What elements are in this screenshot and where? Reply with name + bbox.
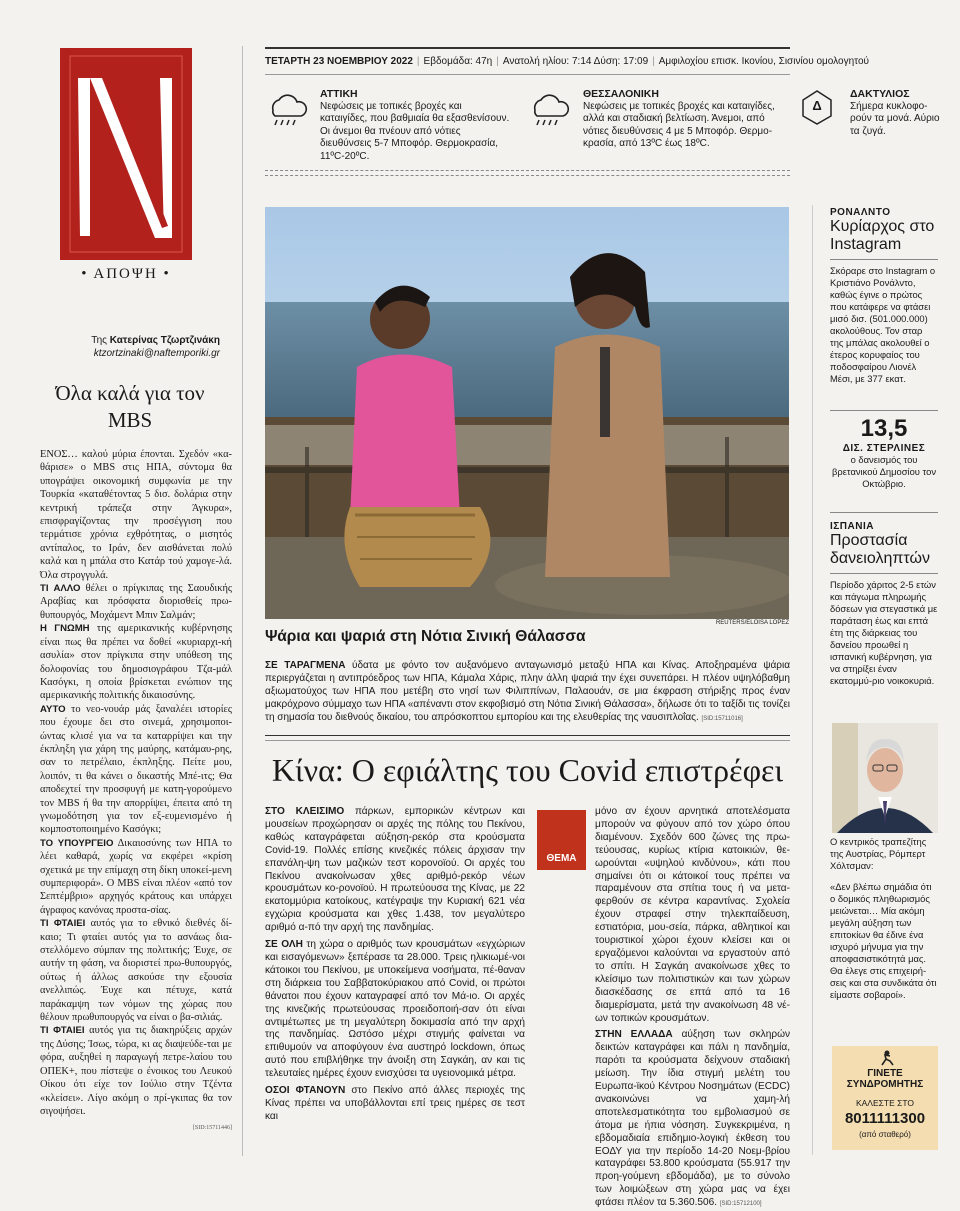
weather-text: Νεφώσεις με τοπικές βροχές και καταιγίδες, αλλά και σταδιακή βελτίωση. Άνεμοι, από νότιες διευθύνσεις 4 με 5 Μποφόρ. Θερμο-κρασία, από 13ºC έως 18ºC. xyxy=(583,100,775,149)
lead-in: ΣΕ ΤΑΡΑΓΜΕΝΑ xyxy=(265,660,346,671)
weather-daktylios xyxy=(850,88,940,138)
sidebar-text: Περίοδο χάριτος 2-5 ετών και πάγωμα πληρωμής δόσεων για στεγαστικά με παράταση έως και επτά έτη της διάρκειας του δανείου προωθεί η ισπανική κυβέρνηση, για να στηρίξει έναν εκατομμύ-ριο νοικοκυριά. xyxy=(830,579,938,686)
lead-in: ΣΤΟ ΚΛΕΙΣΙΜΟ xyxy=(265,806,345,817)
header-rule xyxy=(265,74,790,75)
sidebar-divider xyxy=(812,205,813,1155)
portrait-illustration xyxy=(832,723,938,833)
sidebar-title: Κυρίαρχος στο Instagram xyxy=(830,218,935,253)
thema-badge xyxy=(537,810,586,870)
sid-tag: [SID:15711446] xyxy=(192,1125,232,1132)
lead-in: Η ΓΝΩΜΗ xyxy=(40,623,90,635)
sidebar-rule xyxy=(830,573,938,574)
running-figure-icon xyxy=(876,1050,896,1066)
opinion-p6: αυτός για το εθνικό διεθνές δί-καιο; Τι φταίει αυτός για το ασνάως δια-στελλόμενο σύμπαν της πολιτικής; Έυχε, σε αυτήν τη φάση, να διοριστεί πρω-θυπουργός, ούτως ή άλλως ασκούσε την εξουσία ανελλιπώς. Έυχε και πέτυχε, κατά παράκαμψη των νόμων της χώρας που θέλουν πρωθυπουργός να είναι ο βα-σιλιάς. xyxy=(40,918,232,1024)
sidebar-title: Προστασία δανειοληπτών xyxy=(830,532,930,567)
date: ΤΕΤΑΡΤΗ 23 ΝΟΕΜΒΡΙΟΥ 2022 xyxy=(265,56,413,67)
austria-quote: «Δεν βλέπω σημάδια ότι ο δομικός πληθωρισμός μειώνεται… Μία ακόμη μεγάλη αύξηση των επιτοκίων θα έδινε ένα ισχυρό μήνυμα για την αποφασιστικότητά μας. Θα έλεγε στις επιχειρή-σεις και στα συνδικάτα ότι είμαστε σοβαροί». xyxy=(830,881,937,1000)
lead-in: ΤΙ ΦΤΑΙΕΙ xyxy=(40,918,86,930)
weather-text: Νεφώσεις με τοπικές βροχές και καταιγίδες, που βαθμιαία θα εξασθενίσουν. Οι άνεμοι θα πνέουν από νότιες διευθύνσεις 5-7 Μποφόρ. Θερμοκρασία, 11ºC-20ºC. xyxy=(320,100,510,162)
lead-in: ΣΤΗΝ ΕΛΛΑΔΑ xyxy=(595,1029,673,1041)
thema-label: ΘΕΜΑ xyxy=(546,853,577,864)
opinion-paragraph xyxy=(40,703,232,837)
paragraph-text: πάρκων, εμπορικών κέντρων και μουσείων προχώρησαν οι αρχές της πόλης του Πεκίνου, καθώς καταγράφεται αύξηση-ρεκόρ στα κρούσματα Covid-19. Πολλές επίσης κινεζικές πόλεις άρχισαν την επανάλη-ψη των μαζικών τεστ κορονοϊού. Οι αρχές του Πεκίνου ανακοίνωσαν χθες αριθμό-ρεκόρ νέων κρουσμάτων κο-ρονοϊού. Η πρωτεύουσα της Κίνας, με 22 εκατομμύρια κατοίκους, κατέγραψε την Κυριακή 621 νέα εγχώρια κρούσματα και χθες 1.438, τον μεγαλύτερο αριθμό α-πό την αρχή της πανδημίας. xyxy=(265,806,525,934)
opinion-p2: θέλει ο πρίγκιπας της Σαουδικής Αραβίας και πρόσφατα διορισθείς πρω-θυπουργός, Μοχάμεντ Μπιν Σαλμάν; xyxy=(40,583,232,621)
opinion-paragraph xyxy=(40,448,232,582)
opinion-p1: ΕΝΟΣ… καλού μύρια έπονται. Σχεδόν «κα-θάρισε» ο MBS στις ΗΠΑ, σύντομα θα υπογράψει οικονομική συμφωνία με την Τουρκία «καταθέτοντας 5 δισ. δολάρια στην κεντρική τράπεζα στην Άγκυρα», επισφραγίζοντας την προσέγγιση που τερμάτισε χρόνια εχθρότητας, ο μισητός αντίπαλος, το Ιράν, δεν αισθάνεται πολύ καλά και η μπάλα στο Κατάρ τού χαμογε-λά. Όλα στρογγυλά. xyxy=(40,449,232,581)
sidebar-ronaldo xyxy=(830,207,938,385)
header-dashed-rule xyxy=(265,170,790,176)
sidebar-kicker: ΙΣΠΑΝΙΑ xyxy=(830,521,874,532)
weather-title: ΘΕΣΣΑΛΟΝΙΚΗ xyxy=(583,88,659,100)
stat-number: 13,5 xyxy=(860,415,908,442)
column-divider xyxy=(242,46,243,1156)
photo-caption xyxy=(265,659,790,726)
sidebar-kicker: ΡΟΝΑΛΝΤΟ xyxy=(830,207,891,218)
section-rule xyxy=(265,735,790,741)
caption-text: ύδατα με φόντο τον αυξανόμενο ανταγωνισμό μεταξύ ΗΠΑ και Κίνας. Αποξηραμένα ψάρια περιεργάζεται η αντιπρόεδρος των ΗΠΑ, Κάμαλα Χάρις, πλην άλλη ψαριά την έχει συνεπάρει. Η πλέον υψηλόβαθμη αξιωματούχος των ΗΠΑ που μετέβη στο νησί των Φιλιππίνων, Παλαουάν, σε μια έκφραση στήριξης προς έναν μακρόχρονο σύμμαχο των ΗΠΑ «απέναντι στον εκφοβισμό στη Νότια Σινική Θάλασσα», δήλωσε ότι το ταξίδι τις τονίζει τη σημασία του διεθνούς δικαίου, του απρόσκοπτου εμπορίου και της ελευθερίας της ναυσιπλοΐας. xyxy=(265,660,791,723)
section-label: • ΑΠΟΨΗ • xyxy=(81,266,171,282)
stat-unit: ΔΙΣ. ΣΤΕΡΛΙΝΕΣ xyxy=(842,443,926,454)
weather-text: Σήμερα κυκλοφο-ρούν τα μονά. Αύριο τα ζυγά. xyxy=(850,100,940,137)
photo-caption-title: Ψάρια και ψαριά στη Νότια Σινική Θάλασσα xyxy=(265,628,586,645)
logo-n-mark xyxy=(60,48,192,260)
opinion-p7: αυτός για τις διακηρύξεις αρχών της Δύσης; Ίσως, τώρα, κι ας διαψεύδε-ται με φόρα, αυξηθεί η παραγωγή πετρε-λαίου του ΟΠΕΚ+, που πίστεψε ο ένοικος του Λευκού Οίκου ότι είχε τον Ιούλιο στην Τζέντα «κλείσει». Λίγο ακόμη ο πρί-γκιπας θα τον σιγοψήσει. xyxy=(40,1025,232,1117)
week: Εβδομάδα: 47η xyxy=(423,56,493,67)
paragraph-text: στο Πεκίνο από άλλες περιοχές της Κίνας πρέπει να υποβάλλονται επί τρεις ημέρες σε τεστ και xyxy=(265,1085,525,1122)
daktylios-letter: Δ xyxy=(812,98,822,113)
paragraph-text: αύξηση των σκληρών δεικτών καταγράφει και πάλι η πανδημία, παρότι τα κρούσματα δείχνουν σταδιακή μείωση. Την ίδια στιγμή μελέτη του Ευρωπα-ϊκού Κέντρου Νοσημάτων (ECDC) ανακοινώνει να χαμη-λή αποτελεσματικότητα του εμβολιασμού σε άτομα με ήπια νόσηση. Συγκεκριμένα, η εβδομαδιαία επιδημιο-λογική έκθεση του ΕΟΔΥ για την περίοδο 14-20 Νοεμ-βρίου καταγράφει 53.800 κρούσματα (55.917 την προη-γούμενη εβδομάδα), με το σύνολο των λοιμώξεων στη χώρα μας να έχει φτάσει πλέον τα 5.360.506. xyxy=(595,1029,791,1209)
weather-thessaloniki xyxy=(583,88,781,151)
lead-in: ΣΕ ΟΛΗ xyxy=(265,939,303,951)
article-column-2a xyxy=(595,806,790,1211)
daktylios-badge xyxy=(798,88,836,126)
article-paragraph xyxy=(595,1029,790,1211)
opinion-paragraph xyxy=(40,622,232,702)
subscribe-phone[interactable]: 8011111300 xyxy=(844,1110,926,1127)
sun-times: Ανατολή ηλίου: 7:14 Δύση: 17:09 xyxy=(502,56,649,67)
name-days: Αμφιλοχίου επισκ. Ικονίου, Σισινίου ομολογητού xyxy=(658,56,869,67)
sidebar-text: Σκόραρε στο Instagram ο Κριστιάνο Ρονάλντο, καθώς έγινε ο πρώτος που κατάφερε να φτάσει μισό δισ. (501.000.000) ακολούθους. Τον σταρ της μπάλας ακολουθεί ο έτερος κορυφαίος του ποδοσφαίρου Λιονέλ Μέσι, με 377 εκατ. xyxy=(830,265,936,384)
logo xyxy=(60,48,192,260)
article-column-1 xyxy=(265,806,525,1124)
lead-in: ΤΙ ΑΛΛΟ xyxy=(40,583,81,595)
article-paragraph xyxy=(595,806,790,1025)
dateline: ΤΕΤΑΡΤΗ 23 ΝΟΕΜΒΡΙΟΥ 2022 | Εβδομάδα: 47η | Ανατολή ηλίου: 7:14 Δύση: 17:09 | Αμφιλοχίου επισκ. Ικονίου, Σισινίου ομολογητού xyxy=(265,56,869,67)
weather-title: ΑΤΤΙΚΗ xyxy=(320,88,358,100)
subscribe-note: (από σταθερό) xyxy=(859,1130,911,1139)
top-rule xyxy=(265,47,790,49)
article-paragraph xyxy=(265,806,525,935)
opinion-title: Όλα καλά για τον MBS xyxy=(55,381,205,432)
sidebar-spain xyxy=(830,512,938,687)
paragraph-text: μόνο αν έχουν αρνητικά αποτελέσματα μπορούν να φύγουν από τον χώρο όπου διαμένουν. Σχεδόν 600 ζώνες της πρω-τεύουσας, κυρίως κτίρια κατοικιών, θε-ωρούνται «υψηλού κινδύνου», κάτι που σημαίνει ότι οι κάτοικοί τους πρέπει να παραμένουν στα σπίτια τους ή να μετα-φερθούν σε κέντρα καραντίνας. Σχολεία έχουν στραφεί στην τηλεκπαίδευση, εστιατόρια, μου-σεία, πάρκα, αθλητικοί και τουριστικοί χώροι έχουν κλείσει και οι εργαζόμενοι καλούνται να εργαστούν από το σπίτι. Η Σαγκάη ανακοίνωσε χθες το κλείσιμο των πολιτιστικών και των χώρων διασκέδασης σε επτά από τα 16 διαμερίσματα, μετά την ανακοίνωση 48 νέ-ων τοπικών κρουσμάτων. xyxy=(595,806,790,1024)
opinion-p3: της αμερικανικής κυβέρνησης είναι πως θα πρέπει να δοθεί «κυριαρχι-κή ασυλία» στον πρίγκιπα στην υπόθεση της δολοφονίας του δημοσιογράφου Τζα-μάλ Κασόγκι, η οποία βρίσκεται ενώπιον της αμερικανικής πολιτικής δικαιοσύνης. xyxy=(40,623,232,702)
article-paragraph xyxy=(265,1085,525,1124)
weather-title: ΔΑΚΤΥΛΙΟΣ xyxy=(850,88,910,100)
article-paragraph xyxy=(265,939,525,1081)
rain-cloud-icon xyxy=(527,90,571,126)
subscribe-call: ΚΑΛΕΣΤΕ ΣΤΟ xyxy=(855,1098,915,1108)
lead-in: ΑΥΤΟ xyxy=(40,703,66,715)
sid-tag: [SID:15712100] xyxy=(719,1201,762,1208)
rain-cloud-icon xyxy=(265,90,309,126)
lead-in: ΟΣΟΙ ΦΤΑΝΟΥΝ xyxy=(265,1085,346,1097)
news-photo xyxy=(265,207,789,619)
opinion-p4: το νεο-νουάρ μάς ξαναλέει ιστορίες που έχουμε δει στο σινεμά, χρησιμοποι-ώντας κλισέ για να τα καταρρίψει και την έκπληξη για χάρη της μαύρης, κατάμαυ-ρης, σαν το πετρέλαιο, έκπληξης. Πείτε μου, λοιπόν, τι θα κάνει ο δικαστής Μπέ-ιτς; Θα αποδεχτεί την προσφυγή με κατη-γορούμενο τον MBS ή θα την απορρίψει, έπειτα από τη γνωμοδότηση για τον εξ-ευμενισμένο ή κομποστοποιημένο Κασόγκι; xyxy=(40,703,232,836)
opinion-body xyxy=(40,448,232,1136)
author-email[interactable]: ktzortzinaki@naftemporiki.gr xyxy=(93,348,220,359)
opinion-p5: Δικαιοσύνης των ΗΠΑ το λέει καθαρά, χωρίς να εκφέρει «κρίση σχετικά με την επίμαχη στη δίκη υποκεί-μενη συμπεριφορά». Ο MBS είναι πλέον «από τον Σεπτέμβριο» αρχηγός κράτους και υπάρχει άγραφος κανόνας προστα-σίας. xyxy=(40,837,232,916)
opinion-paragraph xyxy=(40,582,232,622)
austria-caption: Ο κεντρικός τραπεζίτης της Αυστρίας, Ρόμπερτ Χόλτσμαν: xyxy=(830,836,927,871)
sidebar-rule xyxy=(830,259,938,260)
sidebar-stat xyxy=(830,410,938,490)
subscribe-title: ΓΙΝΕΤΕ ΣΥΝΔΡΟΜΗΤΗΣ xyxy=(846,1068,924,1090)
sidebar-rule xyxy=(830,512,938,513)
weather-attiki xyxy=(320,88,510,163)
sid-tag: [SID:15711016] xyxy=(701,716,743,722)
portrait-photo xyxy=(832,723,938,833)
opinion-paragraph xyxy=(40,1024,232,1118)
byline xyxy=(40,334,220,360)
photo-credit: REUTERS/ELOISA LOPEZ xyxy=(715,620,789,626)
author-prefix: Της xyxy=(91,335,110,346)
opinion-paragraph xyxy=(40,837,232,917)
paragraph-text: τη χώρα ο αριθμός των κρουσμάτων «εγχώριων και εισαγόμενων» ξεπέρασε τα 28.000. Τρεις ηλικιωμέ-νοι κάτοικοι του Πεκίνου, με υποκείμενα νοσήματα, πέ-θαναν στη διάρκεια του Σαββατοκύριακου από Covid, οι πρώτοι θάνατοι που έχουν καταγραφεί από τον Μά-ιο. Οι αρχές της κινεζικής πρωτεύουσας προειδοποιή-σαν ότι είναι αντιμέτωπες με τη μεγαλύτερη δοκιμασία από την αρχή της πανδημίας. Ωστόσο μέχρι στιγμής φαίνεται να επιθυμούν να αποφύγουν ένα αυστηρό lockdown, όπως αυτό που επιβλήθηκε την άνοιξη στη Σαγκάη, αν και τις τελευταίες ημέρες έχουν ενισχύσει τα υγειονομικά μέτρα. xyxy=(265,939,525,1080)
article-headline: Κίνα: Ο εφιάλτης του Covid επιστρέφει xyxy=(271,752,784,788)
author-name: Κατερίνας Τζωρτζινάκη xyxy=(109,335,220,346)
subscribe-box[interactable] xyxy=(832,1046,938,1150)
opinion-paragraph xyxy=(40,917,232,1024)
lead-in: ΤΙ ΦΤΑΙΕΙ xyxy=(40,1025,85,1037)
sidebar-rule xyxy=(830,410,938,411)
photo-illustration xyxy=(265,207,789,619)
lead-in: ΤΟ ΥΠΟΥΡΓΕΙΟ xyxy=(40,837,114,849)
stat-text: ο δανεισμός του βρετανικού Δημοσίου τον Οκτώβριο. xyxy=(831,454,937,489)
